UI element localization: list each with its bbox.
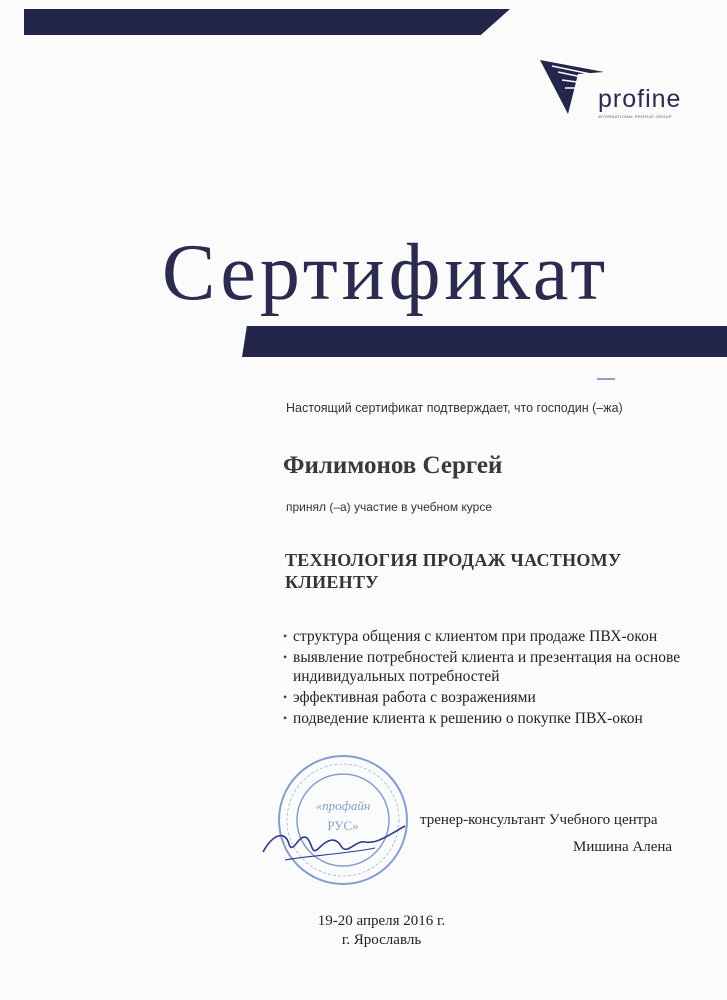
topic-item — [283, 648, 683, 686]
bullet-icon: • — [283, 711, 288, 725]
logo-wordmark: profine — [598, 85, 682, 113]
svg-text:РУС»: РУС» — [327, 818, 359, 833]
profine-logo — [538, 58, 682, 122]
topic-item — [283, 627, 683, 646]
topic-text: структура общения с клиентом при продаже ПВХ-окон — [293, 628, 658, 645]
topic-item — [283, 688, 683, 707]
trainer-name: Мишина Алена — [573, 839, 673, 855]
logo-subtitle: INTERNATIONAL PROFILE GROUP — [598, 114, 672, 119]
course-title: ТЕХНОЛОГИЯ ПРОДАЖ ЧАСТНОМУ КЛИЕНТУ — [285, 550, 622, 592]
bullet-icon: • — [283, 650, 288, 664]
decorative-dash — [597, 378, 615, 380]
certificate-title: Сертификат — [162, 229, 610, 317]
bullet-icon: • — [283, 690, 288, 704]
recipient-name: Филимонов Сергей — [283, 452, 503, 479]
topic-item — [283, 709, 683, 728]
trainer-role: тренер-консультант Учебного центра — [420, 812, 658, 828]
participation-text: принял (–а) участие в учебном курсе — [286, 500, 492, 514]
top-decorative-bar — [24, 9, 510, 35]
company-stamp — [255, 752, 425, 892]
svg-text:«профайн: «профайн — [315, 798, 371, 813]
topic-text: выявление потребностей клиента и презентация на основе индивидуальных потребностей — [293, 649, 681, 685]
confirmation-text: Настоящий сертификат подтверждает, что господин (–жа) — [286, 401, 623, 415]
topic-text: эффективная работа с возражениями — [293, 689, 536, 706]
issue-date: 19-20 апреля 2016 г. — [317, 913, 446, 929]
title-underline-bar — [242, 326, 727, 357]
issue-city: г. Ярославль — [341, 932, 422, 948]
topic-text: подведение клиента к решению о покупке ПВХ-окон — [293, 710, 643, 727]
bullet-icon: • — [283, 629, 288, 643]
course-topics-list — [283, 627, 683, 730]
